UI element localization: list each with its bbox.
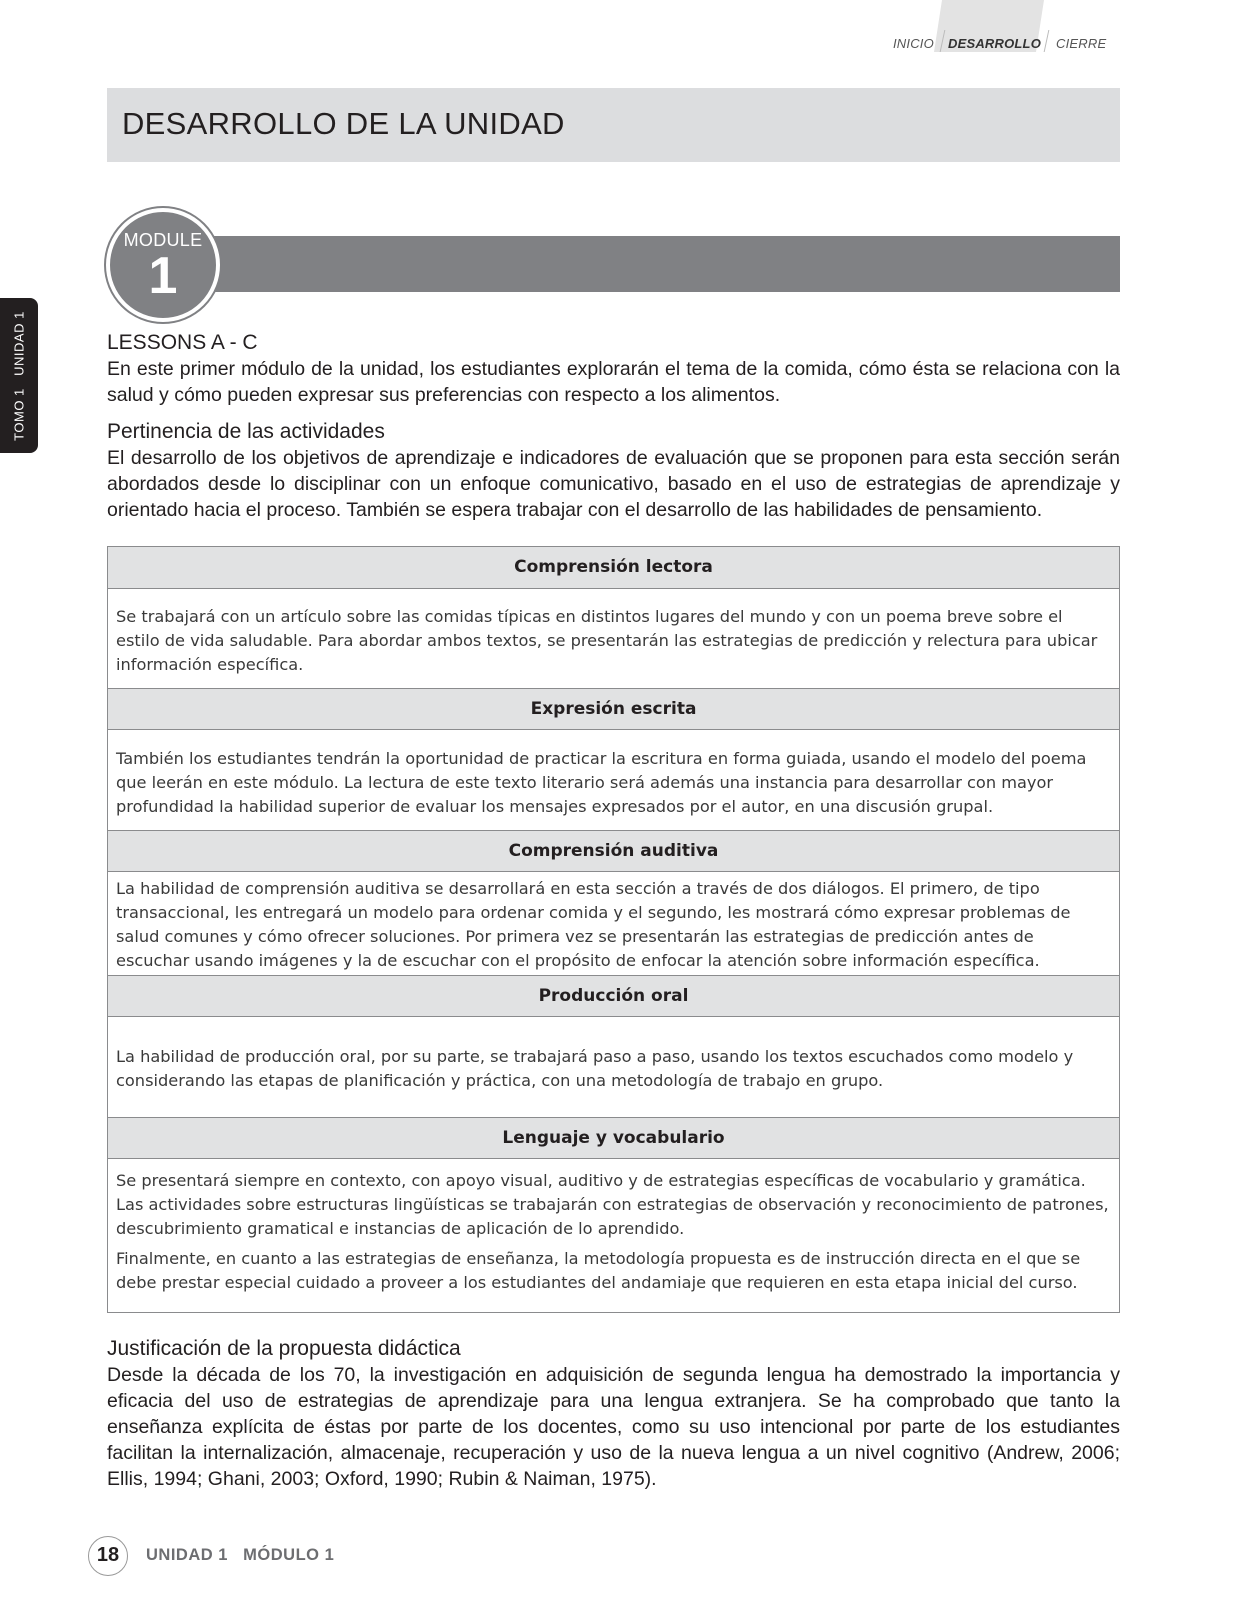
footer-text: UNIDAD 1 MÓDULO 1 [146, 1546, 335, 1564]
pertinencia-section [107, 419, 1120, 523]
table-paragraph: Finalmente, en cuanto a las estrategias de enseñanza, la metodología propuesta es de instrucción directa en el que se debe prestar especial cuidado a proveer a los estudiantes del andamiaje que requieren en esta etapa inicial del curso. [116, 1249, 1081, 1292]
side-tab-label: TOMO 1 UNIDAD 1 [11, 310, 27, 441]
table-heading: Producción oral [108, 975, 1119, 1017]
pertinencia-title: Pertinencia de las actividades [107, 420, 385, 443]
table-heading: Comprensión lectora [108, 547, 1119, 589]
table-paragraph: Se trabajará con un artículo sobre las comidas típicas en distintos lugares del mundo y con un poema breve sobre el estilo de vida saludable. Para abordar ambos textos, se presentarán las estrategias de predicción y relectura para ubicar información específica. [116, 607, 1098, 674]
module-label: MODULE [123, 230, 203, 250]
page-title: DESARROLLO DE LA UNIDAD [122, 106, 565, 141]
lessons-text: En este primer módulo de la unidad, los estudiantes explorarán el tema de la comida, cómo ésta se relaciona con la salud y cómo pueden expresar sus preferencias con respecto a los alimentos. [107, 358, 1120, 406]
table-paragraph: La habilidad de producción oral, por su parte, se trabajará paso a paso, usando los textos escuchados como modelo y considerando las etapas de planificación y práctica, con una metodología de trabajo en grupo. [116, 1047, 1074, 1090]
justificacion-text: Desde la década de los 70, la investigación en adquisición de segunda lengua ha demostrado la importancia y eficacia del uso de estrategias de aprendizaje para una lengua extranjera. Se ha comprobado que tanto la enseñanza explícita de éstas por parte de los docentes, como su uso intencional por parte de los estudiantes facilitan la internalización, almacenaje, recuperación y uso de la nueva lengua a un nivel cognitivo (Andrew, 2006; Ellis, 1994; Ghani, 2003; Oxford, 1990; Rubin & Naiman, 1975). [107, 1364, 1120, 1490]
page-number: 18 [88, 1536, 128, 1576]
table-cell [108, 747, 1119, 819]
section-nav [880, 0, 1120, 60]
table-paragraph: Se presentará siempre en contexto, con apoyo visual, auditivo y de estrategias específicas de vocabulario y gramática. Las actividades sobre estructuras lingüísticas se trabajarán con estrategias de observación y reconocimiento de patrones, descubrimiento gramatical e instancias de aplicación de lo aprendido. [116, 1171, 1109, 1238]
nav-desarrollo: DESARROLLO [948, 36, 1041, 51]
table-cell [108, 877, 1119, 973]
module-badge [106, 208, 220, 322]
table-cell [108, 1169, 1119, 1295]
module-bar [200, 236, 1120, 292]
justificacion-section [107, 1336, 1120, 1492]
table-paragraph: La habilidad de comprensión auditiva se desarrollará en esta sección a través de dos diálogos. El primero, de tipo transaccional, les entregará un modelo para ordenar comida y el segundo, les mostrará cómo expresar problemas de salud comunes y cómo ofrecer soluciones. Por primera vez se presentarán las estrategias de predicción antes de escuchar usando imágenes y la de escuchar con el propósito de enfocar la atención sobre información específica. [116, 879, 1071, 970]
table-paragraph: También los estudiantes tendrán la oportunidad de practicar la escritura en forma guiada, usando el modelo del poema que leerán en este módulo. La lectura de este texto literario será además una instancia para desarrollar con mayor profundidad la habilidad superior de evaluar los mensajes expresados por el autor, en una discusión grupal. [116, 749, 1087, 816]
side-tab [0, 298, 38, 453]
pertinencia-text: El desarrollo de los objetivos de aprendizaje e indicadores de evaluación que se proponen para esta sección serán abordados desde lo disciplinar con un enfoque comunicativo, basado en el uso de estrategias de aprendizaje y orientado hacia el proceso. También se espera trabajar con el desarrollo de las habilidades de pensamiento. [107, 447, 1120, 521]
lessons-title: LESSONS A - C [107, 331, 258, 354]
nav-cierre: CIERRE [1056, 36, 1107, 51]
table-cell [108, 605, 1119, 677]
justificacion-title: Justificación de la propuesta didáctica [107, 1337, 461, 1360]
table-heading: Comprensión auditiva [108, 830, 1119, 872]
table-cell [108, 1045, 1119, 1093]
module-number: 1 [148, 247, 178, 305]
activities-table [107, 546, 1120, 1313]
lessons-section [107, 330, 1120, 408]
table-heading: Expresión escrita [108, 688, 1119, 730]
nav-divider [1044, 30, 1050, 52]
nav-inicio: INICIO [893, 36, 934, 51]
table-heading: Lenguaje y vocabulario [108, 1117, 1119, 1159]
